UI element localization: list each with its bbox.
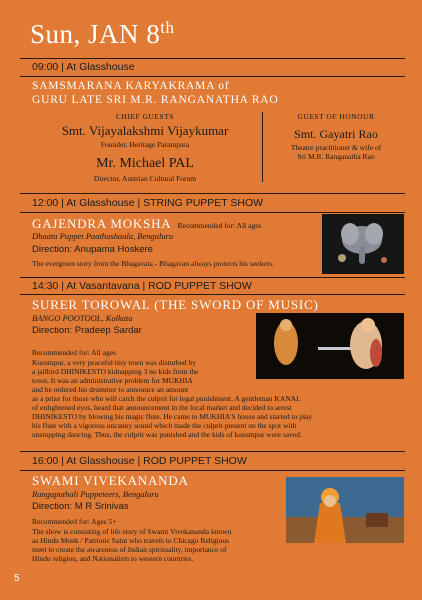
recommended-age: Recommended for: All ages — [32, 348, 116, 357]
troupe-name: Rangaputhali Puppeteers, Bengaluru — [32, 489, 159, 499]
event-title: SWAMI VIVEKANANDA — [32, 473, 189, 488]
event-title: SURER TOROWAL (THE SWORD OF MUSIC) — [32, 297, 319, 312]
chief-guests-caption: CHIEF GUESTS — [116, 112, 174, 121]
divider — [20, 76, 405, 77]
director: Direction: M R Srinivas — [32, 501, 129, 512]
guest-of-honour-role: Theatre practitioner & wife of — [290, 143, 382, 152]
page-date: Sun, JAN 8th — [30, 18, 175, 49]
divider — [20, 470, 405, 471]
guest-of-honour-role: Sri M.R. Ranganatha Rao — [297, 152, 375, 161]
event-slot: 16:00 | At Glasshouse | ROD PUPPET SHOW — [32, 455, 247, 467]
divider — [20, 294, 405, 295]
event-slot: 09:00 | At Glasshouse — [32, 61, 135, 73]
chief-guest-name: Mr. Michael PAL — [96, 156, 194, 171]
director: Direction: Anupama Hoskere — [32, 244, 153, 255]
guest-of-honour-caption: GUEST OF HONOUR — [297, 112, 375, 121]
page-number: 5 — [14, 573, 20, 584]
event-slot: 14:30 | At Vasantavana | ROD PUPPET SHOW — [32, 280, 252, 292]
divider — [20, 58, 405, 59]
event-title: GAJENDRA MOKSHA — [32, 216, 172, 231]
recommended-age: Recommended for: Ages 5+ — [32, 517, 117, 526]
troupe-name: Dhaatu Puppet Paathashaala, Bengaluru — [32, 231, 174, 241]
vertical-divider — [262, 112, 263, 182]
guest-of-honour-name: Smt. Gayatri Rao — [294, 127, 378, 141]
divider — [20, 212, 405, 213]
event-description: Kusumpur, a very peaceful tiny town was disturbed by a jailbird DHINIKESTO kidnapping 3 no kids from the town. It was an administrative problem for MUKHIA and he ordered his drummer to announce an amount as a prize for those who will catch the culprit for legal punishment. A gentleman KANAL of enlightened eyes, heard that announcement in the local market and decided to arrest DHINIKESTO by blowing his magic flute. He came to MUKHIA'S house and started to play his flute with a vigorous uncanny sound which made the culprit present on the spot with unstopping dancing. Thus, the culprit was punished and the kids of kusumpur were saved. — [32, 358, 313, 439]
chief-guest-role: Founder, Heritage Parampara — [100, 140, 190, 149]
chief-guest-name: Smt. Vijayalakshmi Vijaykumar — [61, 123, 229, 138]
troupe-name: BANGO POOTOOL, Kolkata — [32, 313, 133, 323]
event-subtitle: GURU LATE SRI M.R. RANGANATHA RAO — [32, 94, 279, 106]
event-description: The evergreen story from the Bhagavata - Bhagavan always protects his seekers. — [32, 259, 274, 268]
puppet-photo — [322, 214, 404, 274]
divider — [20, 193, 405, 194]
event-description: The show is consisting of life story of Swami Vivekananda known as Hindu Monk / Patriotic Saint who travels to Chicago Religious meet to create the awareness of Indian spirituality, importance of Hindu religion, and Nationalism to western countries. — [32, 527, 232, 563]
divider — [20, 451, 405, 452]
event-slot: 12:00 | At Glasshouse | STRING PUPPET SHOW — [32, 197, 264, 209]
event-title: SAMSMARANA KARYAKRAMA of — [32, 80, 230, 92]
chief-guest-role: Director, Austrian Cultural Forum — [93, 174, 197, 183]
divider — [20, 277, 405, 278]
recommended-age: Recommended for: All ages — [177, 221, 262, 230]
director: Direction: Pradeep Sardar — [32, 325, 142, 336]
